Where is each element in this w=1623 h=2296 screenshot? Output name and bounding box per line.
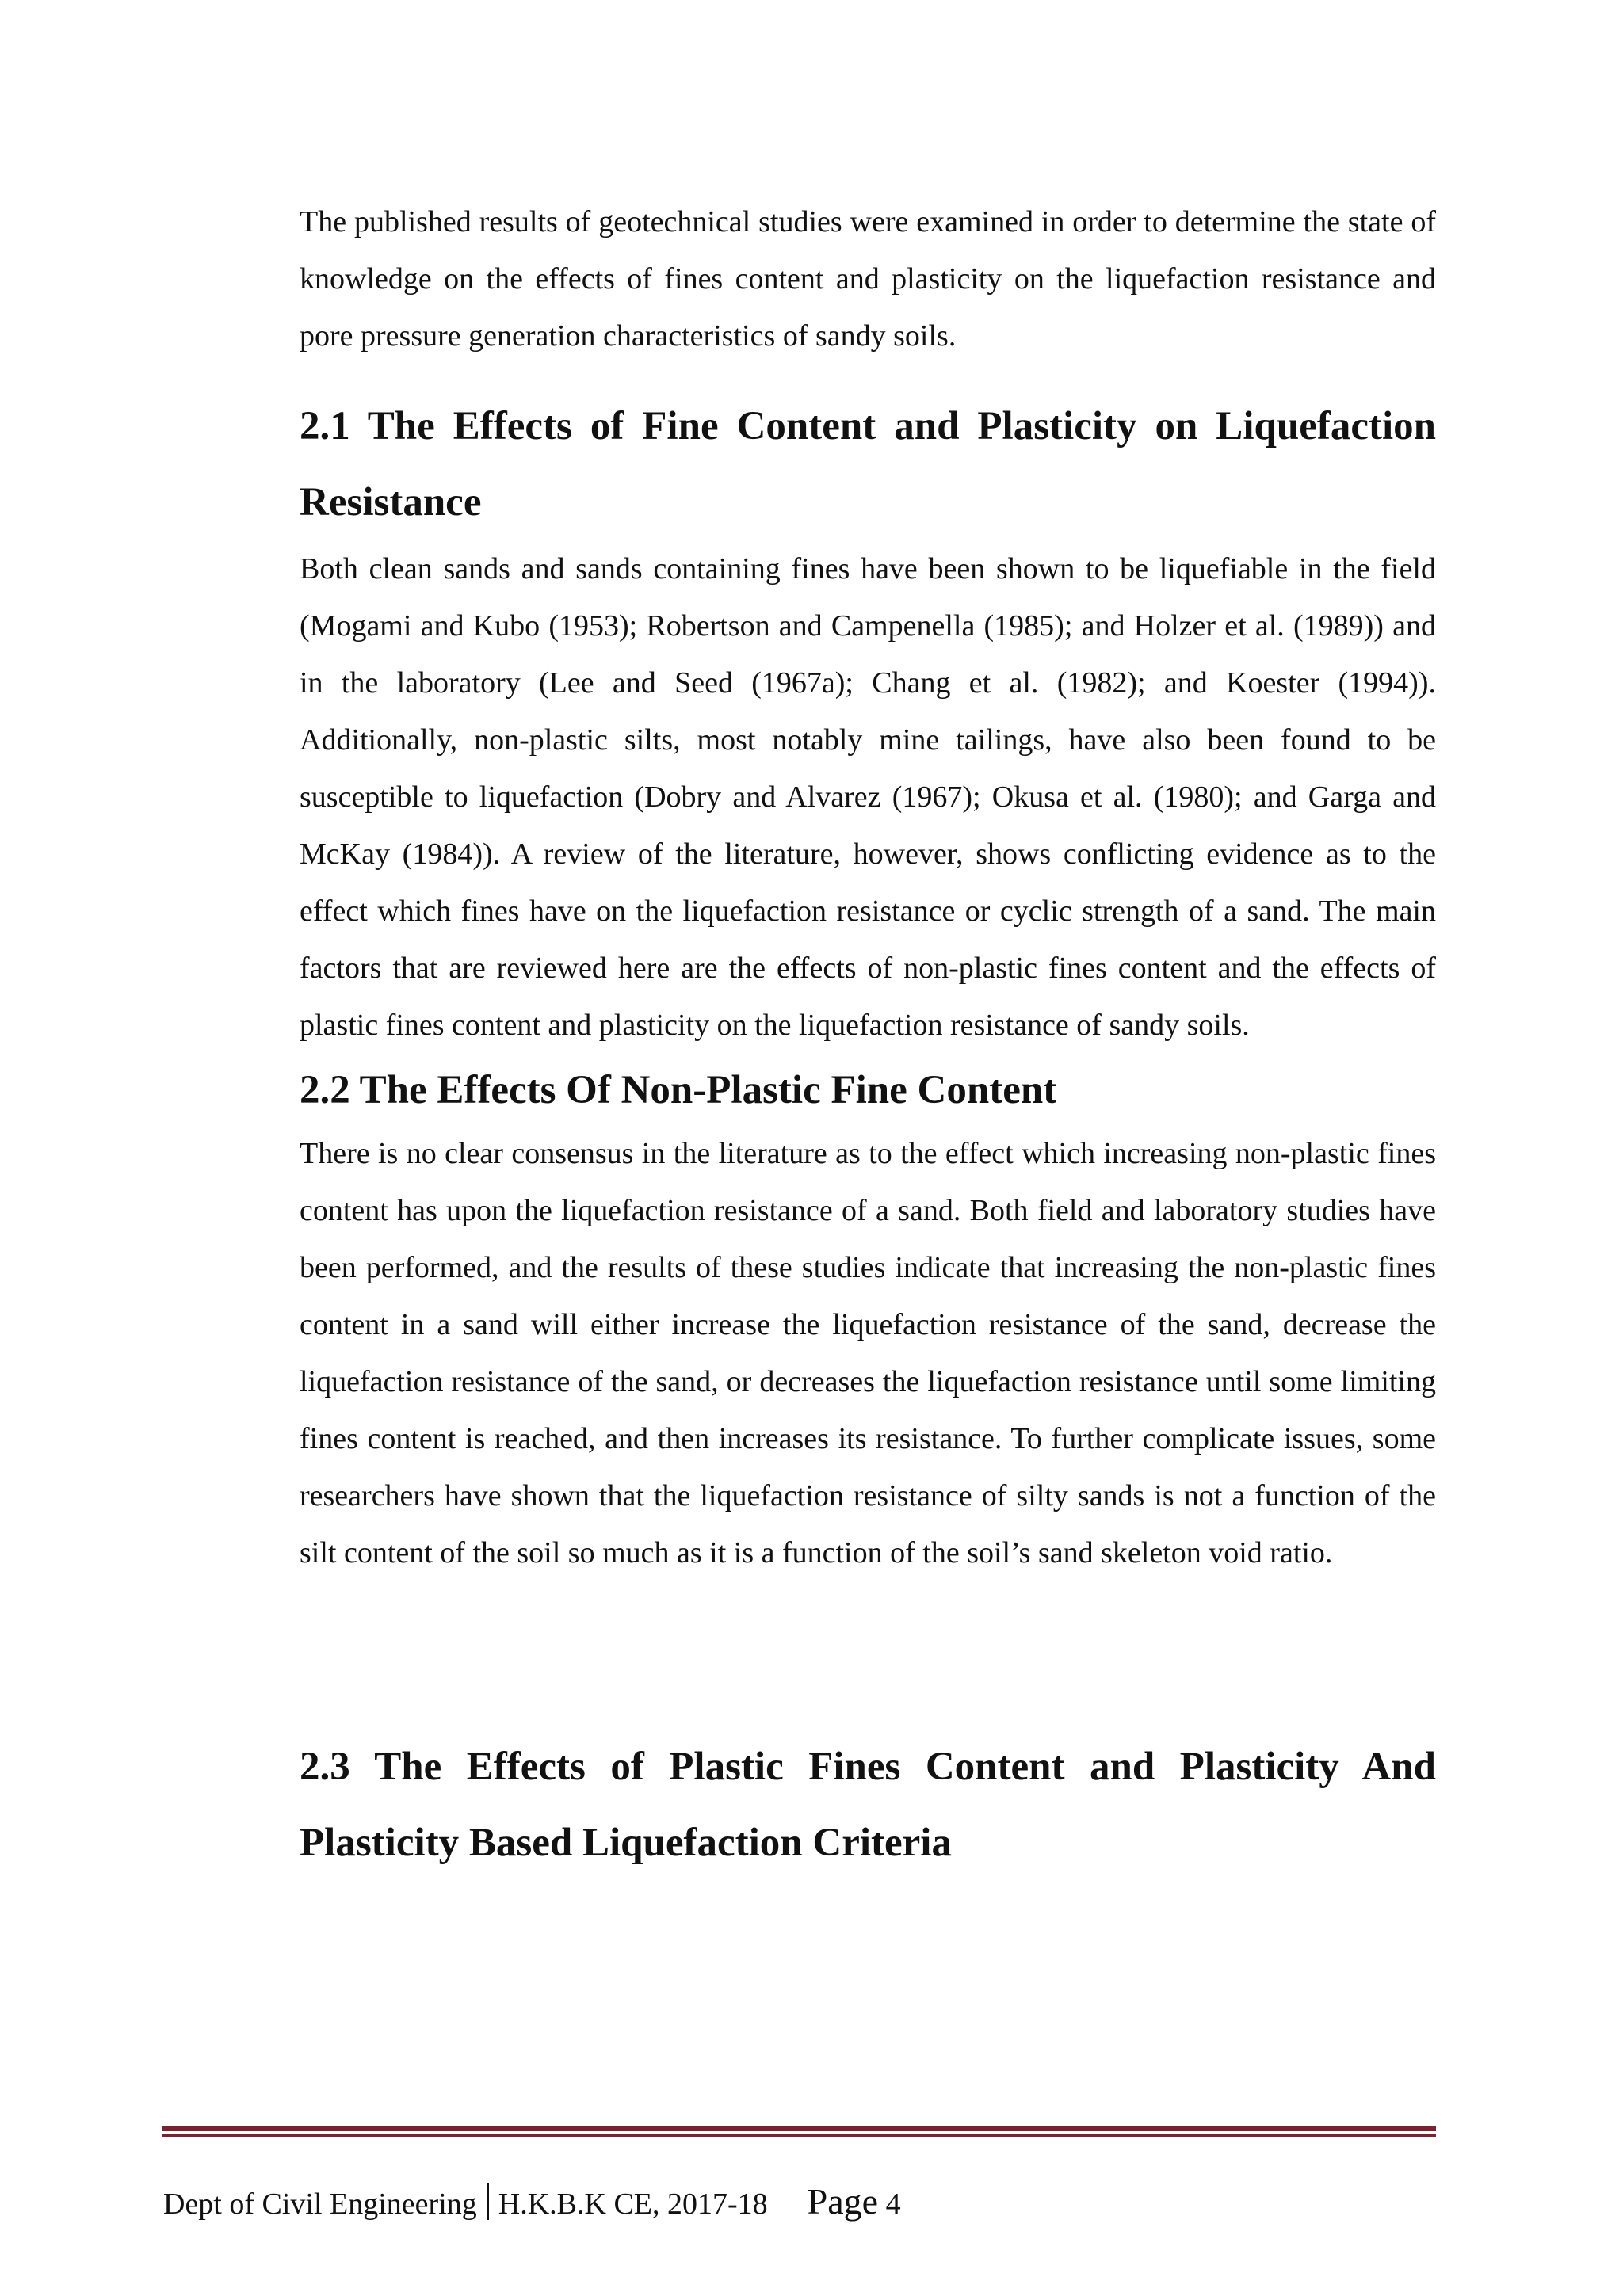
footer-department: Dept of Civil Engineering bbox=[163, 2187, 477, 2221]
section-heading-2-2: 2.2 The Effects Of Non-Plastic Fine Content bbox=[300, 1068, 1057, 1112]
footer-institution: H.K.B.K CE, 2017-18 bbox=[498, 2187, 768, 2221]
section-heading-2-1: 2.1 The Effects of Fine Content and Plasticity on Liquefaction Resistance bbox=[300, 404, 1436, 524]
footer-page-label: Page bbox=[807, 2181, 879, 2222]
footer-rule-thin bbox=[162, 2134, 1436, 2137]
footer-page-number: 4 bbox=[885, 2187, 901, 2221]
page-body bbox=[300, 193, 1436, 1881]
footer-rule-thick bbox=[162, 2126, 1436, 2131]
section-paragraph-2-2: There is no clear consensus in the literature as to the effect which increasing non-plastic fines content has upon the liquefaction resistance of a sand. Both field and laboratory studies have been performed, and the results of these studies indicate that increasing the non-plastic fines content in a sand will either increase the liquefaction resistance of the sand, decrease the liquefaction resistance of the sand, or decreases the liquefaction resistance until some limiting fines content is reached, and then increases its resistance. To further complicate issues, some researchers have shown that the liquefaction resistance of silty sands is not a function of the silt content of the soil so much as it is a function of the soil’s sand skeleton void ratio. bbox=[300, 1137, 1436, 1569]
page-footer bbox=[163, 2180, 901, 2222]
section-paragraph-2-1: Both clean sands and sands containing fines have been shown to be liquefiable in the field (Mogami and Kubo (1953); Robertson and Campenella (1985); and Holzer et al. (1989)) and in the laboratory (Lee and Seed (1967a); Chang et al. (1982); and Koester (1994)). Additionally, non-plastic silts, most notably mine tailings, have also been found to be susceptible to liquefaction (Dobry and Alvarez (1967); Okusa et al. (1980); and Garga and McKay (1984)). A review of the literature, however, shows conflicting evidence as to the effect which fines have on the liquefaction resistance or cyclic strength of a sand. The main factors that are reviewed here are the effects of non-plastic fines content and the effects of plastic fines content and plasticity on the liquefaction resistance of sandy soils. bbox=[300, 552, 1436, 1042]
footer-separator bbox=[487, 2183, 489, 2220]
intro-paragraph: The published results of geotechnical studies were examined in order to determine the state of knowledge on the effects of fines content and plasticity on the liquefaction resistance and pore pressure generation characteristics of sandy soils. bbox=[300, 205, 1436, 353]
section-heading-2-3: 2.3 The Effects of Plastic Fines Content and Plasticity And Plasticity Based Liquefaction Criteria bbox=[300, 1745, 1436, 1865]
